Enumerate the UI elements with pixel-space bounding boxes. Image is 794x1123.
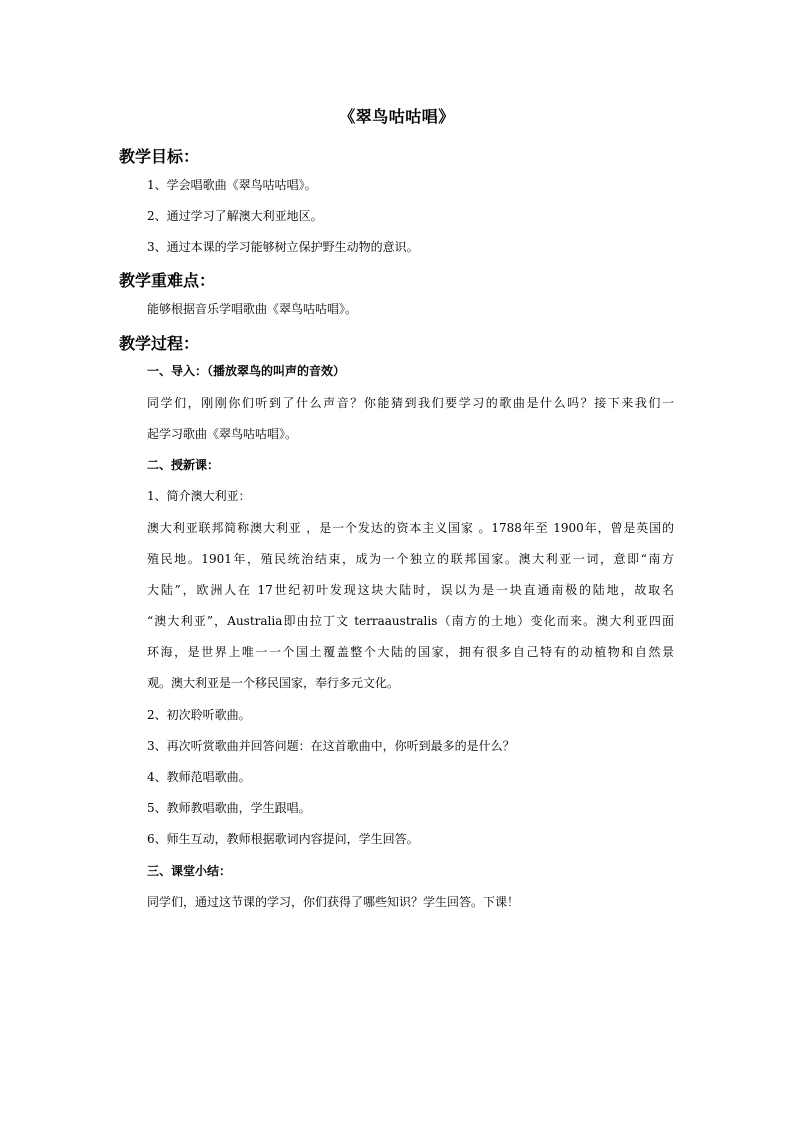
step-6: 6、师生互动，教师根据歌词内容提问，学生回答。 — [147, 832, 419, 846]
goals-heading: 教学目标： — [119, 147, 200, 166]
summary-text: 同学们，通过这节课的学习，你们获得了哪些知识？学生回答。下课！ — [147, 895, 520, 909]
australia-line-1: 澳大利亚联邦简称澳大利亚 ，是一个发达的资本主义国家 。1788年至 1900年，曾是英国的 — [147, 521, 674, 535]
step-3: 3、再次听赏歌曲并回答问题：在这首歌曲中，你听到最多的是什么？ — [147, 739, 515, 753]
australia-line-5: 环海，是世界上唯一一个国土覆盖整个大陆的国家，拥有很多自己特有的动植物和自然景 — [147, 645, 674, 659]
summary-heading: 三、课堂小结： — [147, 864, 232, 878]
goal-item-3: 3、通过本课的学习能够树立保护野生动物的意识。 — [147, 240, 419, 254]
australia-line-4: “澳大利亚”，Australia即由拉丁文 terraaustralis（南方的土地）变化而来。澳大利亚四面 — [147, 614, 674, 628]
new-lesson-sub1: 1、简介澳大利亚： — [147, 489, 251, 503]
step-5: 5、教师教唱歌曲，学生跟唱。 — [147, 801, 311, 815]
goal-item-2: 2、通过学习了解澳大利亚地区。 — [147, 209, 323, 223]
process-heading: 教学过程： — [119, 334, 200, 353]
key-points-text: 能够根据音乐学唱歌曲《翠鸟咕咕唱》。 — [147, 302, 358, 316]
intro-paragraph — [147, 388, 674, 450]
australia-paragraph — [147, 513, 674, 699]
step-2: 2、初次聆听歌曲。 — [147, 708, 251, 722]
intro-line-1: 同学们，刚刚你们听到了什么声音？你能猜到我们要学习的歌曲是什么吗？接下来我们一 — [147, 396, 674, 410]
document-title: 《翠鸟咕咕唱》 — [339, 107, 455, 126]
australia-line-6: 观。澳大利亚是一个移民国家，奉行多元文化。 — [147, 676, 400, 690]
intro-line-2: 起学习歌曲《翠鸟咕咕唱》。 — [147, 427, 298, 441]
australia-line-3: 大陆”，欧洲人在 17世纪初叶发现这块大陆时，误以为是一块直通南极的陆地，故取名 — [147, 583, 674, 597]
key-points-heading: 教学重难点： — [119, 271, 216, 290]
new-lesson-heading: 二、授新课： — [147, 458, 220, 472]
australia-line-2: 殖民地。1901年，殖民统治结束，成为一个独立的联邦国家。澳大利亚一词，意即“南方 — [147, 552, 674, 566]
intro-heading: 一、导入：（播放翠鸟的叫声的音效） — [147, 364, 346, 378]
goal-item-1: 1、学会唱歌曲《翠鸟咕咕唱》。 — [147, 178, 317, 192]
step-4: 4、教师范唱歌曲。 — [147, 770, 251, 784]
